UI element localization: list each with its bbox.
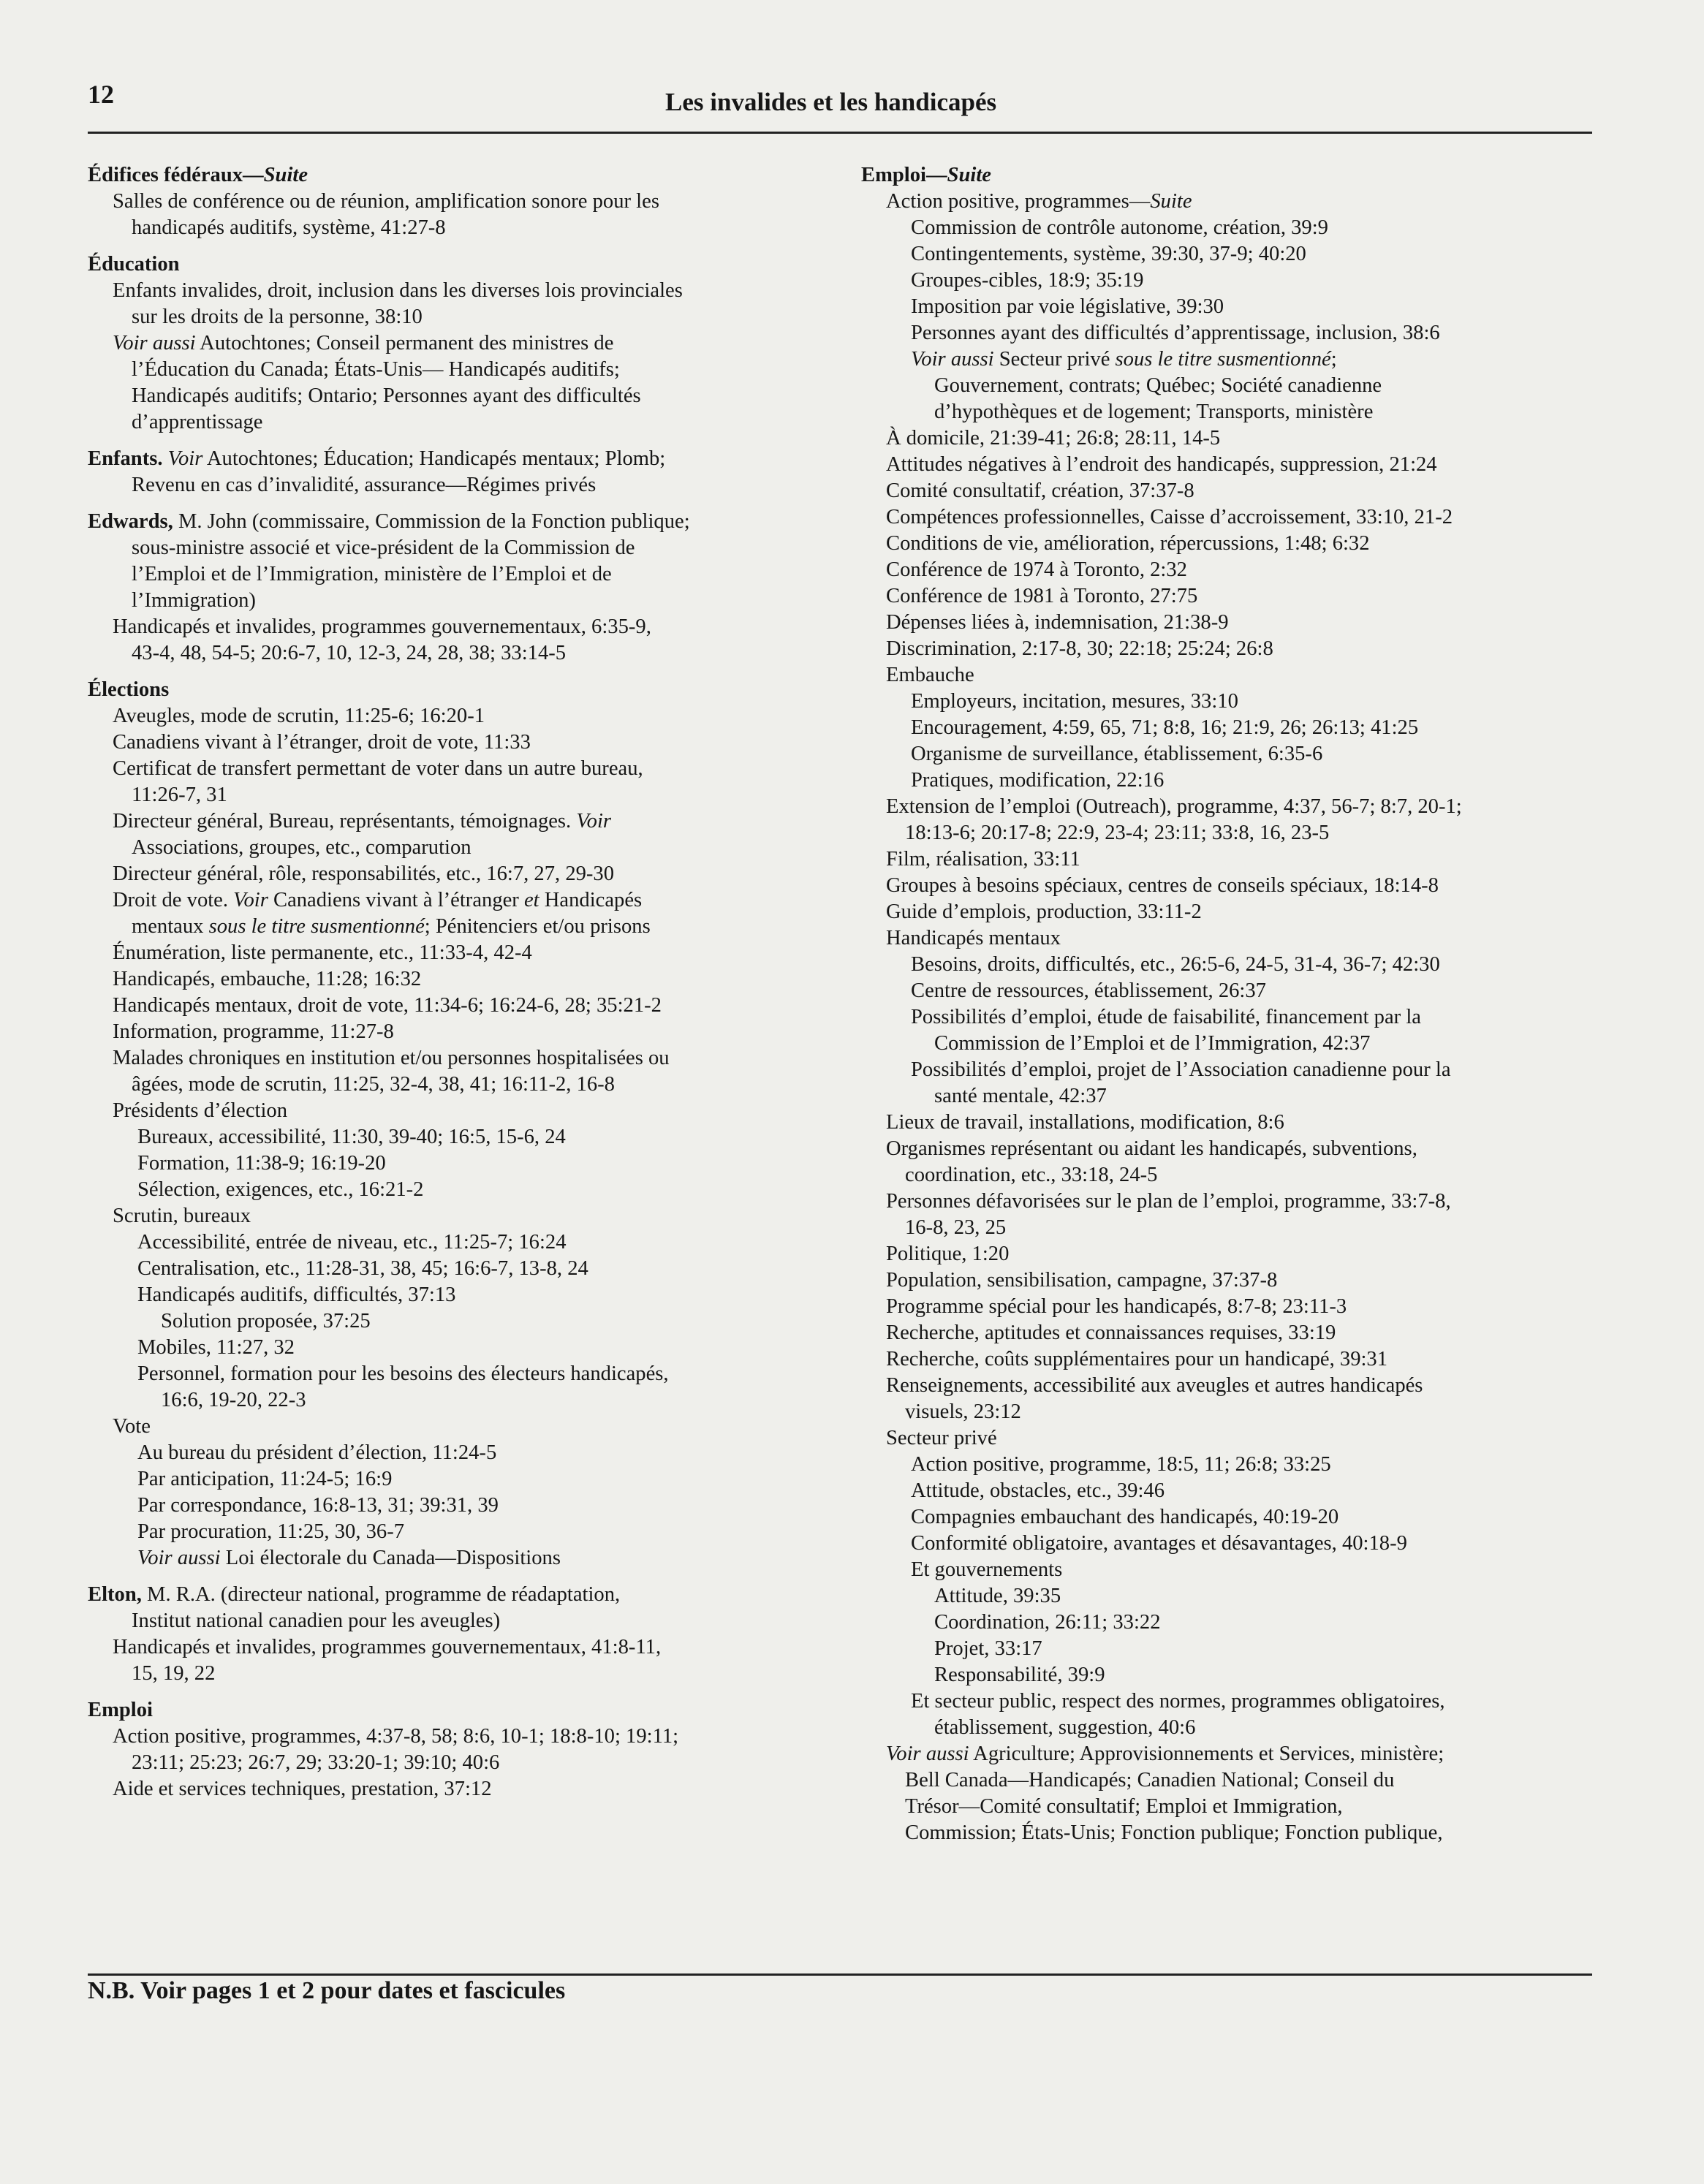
index-line xyxy=(861,1188,1592,1215)
index-text: M. John (commissaire, Commission de la Fonction publique; xyxy=(173,510,690,533)
index-text: Accessibilité, entrée de niveau, etc., 11:25-7; 16:24 xyxy=(137,1231,567,1254)
index-line xyxy=(861,1767,1592,1794)
index-line xyxy=(861,1425,1592,1452)
index-line xyxy=(88,940,848,966)
index-line xyxy=(861,1083,1592,1110)
index-line xyxy=(88,1098,848,1124)
index-line xyxy=(861,215,1592,241)
index-text: Et gouvernements xyxy=(911,1558,1063,1581)
index-text: l’Emploi et de l’Immigration, ministère de l’Emploi et de xyxy=(132,563,612,585)
index-line xyxy=(88,1724,848,1750)
index-text: Action positive, programmes— xyxy=(886,190,1151,213)
index-line xyxy=(861,1373,1592,1399)
index-line xyxy=(88,189,848,215)
index-text: Imposition par voie législative, 39:30 xyxy=(911,295,1224,318)
index-line xyxy=(88,1582,848,1608)
index-line xyxy=(88,808,848,835)
index-text: Handicapés et invalides, programmes gouvernementaux, 41:8-11, xyxy=(113,1636,662,1658)
index-text: Personnes ayant des difficultés d’apprentissage, inclusion, 38:6 xyxy=(911,322,1440,344)
index-entry xyxy=(88,509,848,667)
index-line xyxy=(861,1715,1592,1741)
index-line xyxy=(861,715,1592,741)
index-text: Handicapés mentaux xyxy=(886,927,1061,949)
index-text: Employeurs, incitation, mesures, 33:10 xyxy=(911,690,1238,713)
index-line xyxy=(88,215,848,241)
index-line xyxy=(88,966,848,993)
index-line xyxy=(861,610,1592,636)
index-text: Bureaux, accessibilité, 11:30, 39-40; 16:5, 15-6, 24 xyxy=(137,1126,566,1148)
index-text: Sélection, exigences, etc., 16:21-2 xyxy=(137,1178,424,1201)
index-text: Politique, 1:20 xyxy=(886,1243,1010,1265)
index-text: Bell Canada—Handicapés; Canadien National; Conseil du xyxy=(905,1769,1395,1791)
index-line xyxy=(861,452,1592,478)
index-line xyxy=(861,794,1592,820)
index-line xyxy=(861,1452,1592,1478)
index-text: visuels, 23:12 xyxy=(905,1400,1021,1423)
index-line xyxy=(861,373,1592,399)
index-line xyxy=(88,756,848,782)
index-line xyxy=(861,1531,1592,1557)
index-text: Handicapés mentaux, droit de vote, 11:34-6; 16:24-6, 28; 35:21-2 xyxy=(113,994,662,1017)
index-text: Revenu en cas d’invalidité, assurance—Régimes privés xyxy=(132,474,597,496)
index-line xyxy=(861,241,1592,268)
index-text: Présidents d’élection xyxy=(113,1099,288,1122)
index-line xyxy=(861,899,1592,925)
index-text: Voir xyxy=(233,889,268,911)
index-line xyxy=(88,861,848,887)
index-line xyxy=(88,1634,848,1661)
index-text: Personnes défavorisées sur le plan de l’emploi, programme, 33:7-8, xyxy=(886,1190,1451,1213)
index-text: Programme spécial pour les handicapés, 8:7-8; 23:11-3 xyxy=(886,1295,1347,1318)
index-line xyxy=(88,835,848,861)
index-text: ; Pénitenciers et/ou prisons xyxy=(424,915,651,938)
index-text: Conformité obligatoire, avantages et désavantages, 40:18-9 xyxy=(911,1532,1407,1555)
index-line xyxy=(861,504,1592,531)
index-line xyxy=(88,1387,848,1414)
index-line xyxy=(88,614,848,640)
index-line xyxy=(861,952,1592,978)
index-line xyxy=(861,189,1592,215)
index-entry xyxy=(861,162,1592,1846)
index-line xyxy=(861,1794,1592,1820)
index-text: Aide et services techniques, prestation, 37:12 xyxy=(113,1778,492,1800)
index-text: Directeur général, rôle, responsabilités, etc., 16:7, 27, 29-30 xyxy=(113,862,615,885)
index-line xyxy=(88,1776,848,1802)
index-text: handicapés auditifs, système, 41:27-8 xyxy=(132,216,446,239)
index-text: Voir xyxy=(576,810,612,833)
index-line xyxy=(88,1493,848,1519)
index-line xyxy=(88,640,848,667)
index-line xyxy=(861,767,1592,794)
index-text: Agriculture; Approvisionnements et Services, ministère; xyxy=(969,1743,1444,1765)
index-line xyxy=(861,1057,1592,1083)
index-line xyxy=(88,1750,848,1776)
index-line xyxy=(88,1282,848,1308)
index-line xyxy=(861,925,1592,952)
index-text: Dépenses liées à, indemnisation, 21:38-9 xyxy=(886,611,1229,634)
index-line xyxy=(861,820,1592,846)
index-text: Groupes à besoins spéciaux, centres de conseils spéciaux, 18:14-8 xyxy=(886,874,1439,897)
index-text: Voir aussi xyxy=(113,332,196,354)
index-line xyxy=(861,478,1592,504)
index-text: Conditions de vie, amélioration, répercussions, 1:48; 6:32 xyxy=(886,532,1370,555)
index-text: sous le titre susmentionné xyxy=(208,915,425,938)
index-text: Autochtones; Éducation; Handicapés mentaux; Plomb; xyxy=(202,447,666,470)
index-text: 43-4, 48, 54-5; 20:6-7, 10, 12-3, 24, 28, 38; 33:14-5 xyxy=(132,642,567,664)
index-text: Action positive, programmes, 4:37-8, 58; 8:6, 10-1; 18:8-10; 19:11; xyxy=(113,1725,679,1748)
index-text: Film, réalisation, 33:11 xyxy=(886,848,1080,871)
index-text: Conférence de 1974 à Toronto, 2:32 xyxy=(886,558,1187,581)
index-line xyxy=(88,1045,848,1072)
running-title: Les invalides et les handicapés xyxy=(665,88,997,116)
index-text: Institut national canadien pour les aveugles) xyxy=(132,1609,501,1632)
index-text: Possibilités d’emploi, projet de l’Association canadienne pour la xyxy=(911,1058,1451,1081)
index-text: coordination, etc., 33:18, 24-5 xyxy=(905,1164,1158,1186)
index-line xyxy=(861,1504,1592,1531)
index-text: Recherche, aptitudes et connaissances requises, 33:19 xyxy=(886,1322,1336,1344)
index-line xyxy=(88,1440,848,1466)
index-line xyxy=(861,1741,1592,1767)
index-line xyxy=(861,741,1592,767)
index-line xyxy=(861,346,1592,373)
index-text: Handicapés xyxy=(539,889,643,911)
index-text: Voir aussi xyxy=(137,1547,221,1569)
index-text: Centre de ressources, établissement, 26:37 xyxy=(911,979,1266,1002)
index-text: Organisme de surveillance, établissement, 6:35-6 xyxy=(911,743,1323,765)
index-line xyxy=(861,1583,1592,1609)
index-text: Suite xyxy=(947,164,991,186)
index-line xyxy=(88,561,848,588)
index-text: Renseignements, accessibilité aux aveugles et autres handicapés xyxy=(886,1374,1423,1397)
header-rule xyxy=(88,132,1592,134)
index-text: Canadiens vivant à l’étranger, droit de vote, 11:33 xyxy=(113,731,531,754)
index-text: Par anticipation, 11:24-5; 16:9 xyxy=(137,1468,393,1490)
index-text: sous le titre susmentionné xyxy=(1115,348,1331,371)
index-line xyxy=(88,1661,848,1687)
index-text: 16-8, 23, 25 xyxy=(905,1216,1007,1239)
index-line xyxy=(861,162,1592,189)
index-line xyxy=(861,846,1592,873)
index-line xyxy=(861,873,1592,899)
index-text: Solution proposée, 37:25 xyxy=(161,1310,371,1332)
index-text: Suite xyxy=(263,164,308,186)
index-text: 15, 19, 22 xyxy=(132,1662,216,1685)
index-line xyxy=(861,1820,1592,1846)
index-line xyxy=(861,1294,1592,1320)
index-line xyxy=(88,1697,848,1724)
index-text: Groupes-cibles, 18:9; 35:19 xyxy=(911,269,1144,292)
index-text: sur les droits de la personne, 38:10 xyxy=(132,306,423,328)
index-text: Handicapés, embauche, 11:28; 16:32 xyxy=(113,968,422,990)
index-text: Commission; États-Unis; Fonction publique; Fonction publique, xyxy=(905,1821,1443,1844)
index-text: Enfants. xyxy=(88,447,163,470)
index-line xyxy=(88,677,848,703)
index-text: établissement, suggestion, 40:6 xyxy=(934,1716,1196,1739)
index-text: Édifices fédéraux— xyxy=(88,164,264,186)
index-line xyxy=(88,1361,848,1387)
index-text: ; xyxy=(1330,348,1337,371)
index-text: Énumération, liste permanente, etc., 11:33-4, 42-4 xyxy=(113,941,532,964)
index-text: Directeur général, Bureau, représentants, témoignages. xyxy=(113,810,577,833)
index-column-left xyxy=(88,162,848,1813)
index-text: Malades chroniques en institution et/ou personnes hospitalisées ou xyxy=(113,1047,670,1069)
index-line xyxy=(88,357,848,383)
index-text: Aveugles, mode de scrutin, 11:25-6; 16:20-1 xyxy=(113,705,485,727)
index-line xyxy=(861,1662,1592,1688)
index-line xyxy=(88,782,848,808)
index-entry xyxy=(88,1697,848,1802)
index-text: Formation, 11:38-9; 16:19-20 xyxy=(137,1152,386,1175)
index-line xyxy=(88,304,848,330)
index-line xyxy=(861,268,1592,294)
index-line xyxy=(861,1004,1592,1031)
index-line xyxy=(861,1557,1592,1583)
index-text: Compétences professionnelles, Caisse d’accroissement, 33:10, 21-2 xyxy=(886,506,1453,528)
index-text: Gouvernement, contrats; Québec; Société canadienne xyxy=(934,374,1382,397)
index-text: Emploi— xyxy=(861,164,947,186)
index-text: Encouragement, 4:59, 65, 71; 8:8, 16; 21:9, 26; 26:13; 41:25 xyxy=(911,716,1419,739)
index-line xyxy=(88,993,848,1019)
index-line xyxy=(88,1124,848,1150)
index-line xyxy=(88,162,848,189)
index-line xyxy=(861,978,1592,1004)
footer-note: N.B. Voir pages 1 et 2 pour dates et fascicules xyxy=(88,1977,566,2004)
index-text: Emploi xyxy=(88,1699,153,1721)
index-text: Loi électorale du Canada—Dispositions xyxy=(220,1547,561,1569)
index-text: Secteur privé xyxy=(886,1427,997,1449)
index-line xyxy=(88,1466,848,1493)
index-text: l’Immigration) xyxy=(132,589,256,612)
index-line xyxy=(861,1031,1592,1057)
index-text: Compagnies embauchant des handicapés, 40:19-20 xyxy=(911,1506,1339,1528)
index-text: Trésor—Comité consultatif; Emploi et Immigration, xyxy=(905,1795,1343,1818)
index-text: Action positive, programme, 18:5, 11; 26:8; 33:25 xyxy=(911,1453,1331,1476)
index-text: Voir aussi xyxy=(911,348,994,371)
index-text: Certificat de transfert permettant de voter dans un autre bureau, xyxy=(113,757,643,780)
index-line xyxy=(861,1320,1592,1346)
index-text: Associations, groupes, etc., comparution xyxy=(132,836,472,859)
index-text: Information, programme, 11:27-8 xyxy=(113,1020,394,1043)
index-text xyxy=(163,447,168,470)
index-text: Conférence de 1981 à Toronto, 27:75 xyxy=(886,585,1198,607)
index-text: Attitude, 39:35 xyxy=(934,1585,1061,1607)
index-text: âgées, mode de scrutin, 11:25, 32-4, 38, 41; 16:11-2, 16-8 xyxy=(132,1073,615,1096)
index-text: Personnel, formation pour les besoins des électeurs handicapés, xyxy=(137,1362,669,1385)
index-line xyxy=(861,294,1592,320)
index-text: Mobiles, 11:27, 32 xyxy=(137,1336,295,1359)
index-line xyxy=(88,251,848,278)
index-text: Coordination, 26:11; 33:22 xyxy=(934,1611,1161,1634)
index-text: Extension de l’emploi (Outreach), programme, 4:37, 56-7; 8:7, 20-1; xyxy=(886,795,1462,818)
index-text: Canadiens vivant à l’étranger xyxy=(268,889,524,911)
index-text: Voir aussi xyxy=(886,1743,969,1765)
index-entry xyxy=(88,1582,848,1687)
index-line xyxy=(861,583,1592,610)
index-text: Comité consultatif, création, 37:37-8 xyxy=(886,479,1194,502)
index-line xyxy=(88,1072,848,1098)
index-text: et xyxy=(523,889,539,911)
index-text: l’Éducation du Canada; États-Unis— Handicapés auditifs; xyxy=(132,358,620,381)
index-line xyxy=(88,509,848,535)
index-line xyxy=(88,472,848,498)
index-text: Organismes représentant ou aidant les handicapés, subventions, xyxy=(886,1137,1417,1160)
index-text: Secteur privé xyxy=(993,348,1116,371)
index-line xyxy=(861,1688,1592,1715)
index-text: d’apprentissage xyxy=(132,411,263,433)
index-text: Possibilités d’emploi, étude de faisabilité, financement par la xyxy=(911,1006,1421,1028)
index-text: Scrutin, bureaux xyxy=(113,1205,251,1227)
index-text: Vote xyxy=(113,1415,151,1438)
index-line xyxy=(88,1308,848,1335)
index-text: mentaux xyxy=(132,915,209,938)
index-line xyxy=(88,729,848,756)
index-text: Commission de contrôle autonome, création, 39:9 xyxy=(911,216,1328,239)
index-line xyxy=(861,1636,1592,1662)
index-text: Élections xyxy=(88,678,170,701)
index-text: Elton, xyxy=(88,1583,142,1606)
index-line xyxy=(88,1203,848,1229)
index-text: Handicapés auditifs, difficultés, 37:13 xyxy=(137,1284,456,1306)
index-line xyxy=(88,1150,848,1177)
index-text: Guide d’emplois, production, 33:11-2 xyxy=(886,900,1202,923)
index-line xyxy=(861,689,1592,715)
index-text: d’hypothèques et de logement; Transports, ministère xyxy=(934,401,1374,423)
index-line xyxy=(88,383,848,409)
index-text: Autochtones; Conseil permanent des ministres de xyxy=(195,332,614,354)
index-text: Edwards, xyxy=(88,510,173,533)
index-entry xyxy=(88,251,848,436)
index-line xyxy=(861,1609,1592,1636)
index-line xyxy=(88,887,848,914)
index-text: Centralisation, etc., 11:28-31, 38, 45; 16:6-7, 13-8, 24 xyxy=(137,1257,588,1280)
index-text: Besoins, droits, difficultés, etc., 26:5-6, 24-5, 31-4, 36-7; 42:30 xyxy=(911,953,1440,976)
index-line xyxy=(861,636,1592,662)
index-line xyxy=(861,1110,1592,1136)
index-text: Par procuration, 11:25, 30, 36-7 xyxy=(137,1520,405,1543)
index-line xyxy=(88,1335,848,1361)
index-entry xyxy=(88,162,848,241)
index-text: Et secteur public, respect des normes, programmes obligatoires, xyxy=(911,1690,1445,1713)
index-text: Enfants invalides, droit, inclusion dans les diverses lois provinciales xyxy=(113,279,683,302)
index-line xyxy=(88,535,848,561)
index-text: Embauche xyxy=(886,664,974,686)
footer-rule xyxy=(88,1973,1592,1976)
index-line xyxy=(861,531,1592,557)
page-number: 12 xyxy=(88,80,114,109)
index-line xyxy=(88,278,848,304)
index-column-right xyxy=(861,162,1592,1857)
index-line xyxy=(88,409,848,436)
index-text: M. R.A. (directeur national, programme de réadaptation, xyxy=(141,1583,621,1606)
index-text: Droit de vote. xyxy=(113,889,234,911)
index-entry xyxy=(88,677,848,1571)
index-line xyxy=(88,446,848,472)
index-line xyxy=(861,557,1592,583)
index-entry xyxy=(88,446,848,498)
index-line xyxy=(861,1215,1592,1241)
index-line xyxy=(861,1267,1592,1294)
index-text: 16:6, 19-20, 22-3 xyxy=(161,1389,306,1411)
index-text: Attitudes négatives à l’endroit des handicapés, suppression, 21:24 xyxy=(886,453,1437,476)
index-text: Voir xyxy=(167,447,203,470)
index-text: Recherche, coûts supplémentaires pour un handicapé, 39:31 xyxy=(886,1348,1388,1370)
index-line xyxy=(861,662,1592,689)
index-line xyxy=(88,703,848,729)
index-text: Handicapés auditifs; Ontario; Personnes ayant des difficultés xyxy=(132,384,641,407)
index-text: Projet, 33:17 xyxy=(934,1637,1042,1660)
index-text: santé mentale, 42:37 xyxy=(934,1085,1107,1107)
index-line xyxy=(88,1608,848,1634)
index-line xyxy=(861,320,1592,346)
index-text: Au bureau du président d’élection, 11:24-5 xyxy=(137,1441,497,1464)
index-line xyxy=(88,1177,848,1203)
index-line xyxy=(861,399,1592,425)
index-line xyxy=(88,914,848,940)
index-line xyxy=(88,1229,848,1256)
index-line xyxy=(88,1414,848,1440)
index-line xyxy=(861,1162,1592,1188)
index-text: Attitude, obstacles, etc., 39:46 xyxy=(911,1479,1165,1502)
index-line xyxy=(861,1478,1592,1504)
index-line xyxy=(88,330,848,357)
index-line xyxy=(861,1346,1592,1373)
index-line xyxy=(88,588,848,614)
index-line xyxy=(861,1241,1592,1267)
index-line xyxy=(88,1545,848,1571)
index-line xyxy=(861,1399,1592,1425)
index-text: Éducation xyxy=(88,253,180,276)
index-line xyxy=(861,1136,1592,1162)
index-text: Responsabilité, 39:9 xyxy=(934,1664,1105,1686)
index-text: Handicapés et invalides, programmes gouvernementaux, 6:35-9, xyxy=(113,615,651,638)
index-text: Par correspondance, 16:8-13, 31; 39:31, 39 xyxy=(137,1494,499,1517)
index-text: Salles de conférence ou de réunion, amplification sonore pour les xyxy=(113,190,659,213)
index-text: 18:13-6; 20:17-8; 22:9, 23-4; 23:11; 33:8, 16, 23-5 xyxy=(905,822,1330,844)
index-text: Commission de l’Emploi et de l’Immigration, 42:37 xyxy=(934,1032,1371,1055)
index-text: Pratiques, modification, 22:16 xyxy=(911,769,1165,792)
index-text: Lieux de travail, installations, modification, 8:6 xyxy=(886,1111,1284,1134)
index-text: Suite xyxy=(1150,190,1192,213)
index-text: Discrimination, 2:17-8, 30; 22:18; 25:24; 26:8 xyxy=(886,637,1273,660)
index-text: Population, sensibilisation, campagne, 37:37-8 xyxy=(886,1269,1278,1292)
index-line xyxy=(88,1256,848,1282)
index-line xyxy=(861,425,1592,452)
index-text: 23:11; 25:23; 26:7, 29; 33:20-1; 39:10; 40:6 xyxy=(132,1751,500,1774)
index-text: Contingentements, système, 39:30, 37-9; 40:20 xyxy=(911,243,1306,265)
index-text: À domicile, 21:39-41; 26:8; 28:11, 14-5 xyxy=(886,427,1221,450)
index-text: sous-ministre associé et vice-président de la Commission de xyxy=(132,536,635,559)
index-text: 11:26-7, 31 xyxy=(132,784,227,806)
index-line xyxy=(88,1519,848,1545)
index-line xyxy=(88,1019,848,1045)
